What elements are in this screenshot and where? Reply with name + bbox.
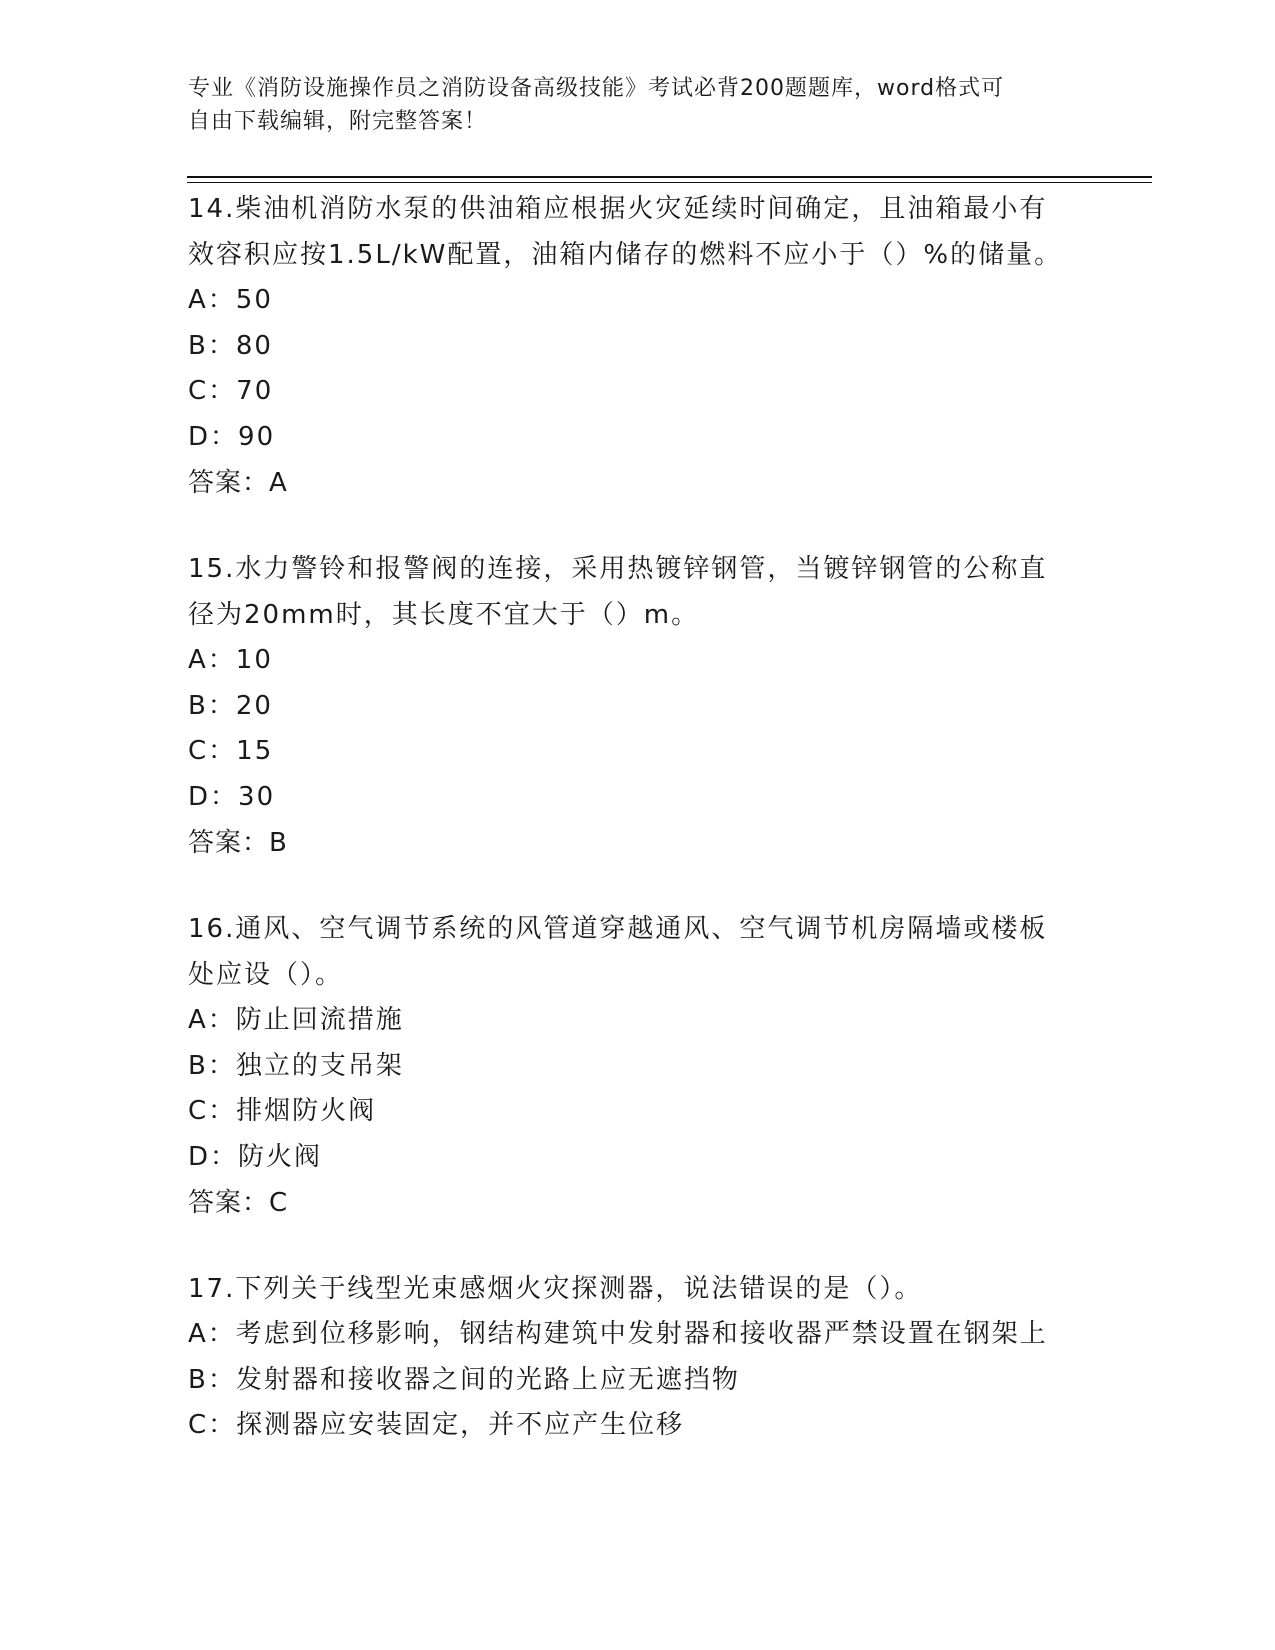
question-stem-line: 17.下列关于线型光束感烟火灾探测器，说法错误的是（）。: [188, 1274, 923, 1304]
answer: 答案：B: [188, 828, 288, 858]
option-b: B：独立的支吊架: [188, 1050, 404, 1081]
option-a: A：防止回流措施: [188, 1005, 404, 1035]
option-d: D：90: [188, 421, 276, 452]
option-d: D：30: [188, 781, 276, 812]
header-divider-thick: [187, 176, 1152, 178]
question-15: [188, 546, 1088, 866]
answer: 答案：A: [188, 468, 288, 498]
answer: 答案：C: [188, 1188, 289, 1218]
option-a: A：10: [188, 645, 273, 675]
option-c: C：探测器应安装固定，并不应产生位移: [188, 1410, 685, 1440]
header-divider-thin: [187, 182, 1152, 183]
question-16: [188, 906, 1088, 1226]
question-stem-line: 处应设（）。: [188, 960, 344, 990]
option-d: D：防火阀: [188, 1141, 323, 1172]
question-17: [188, 1266, 1088, 1449]
question-stem: [188, 546, 1088, 638]
header-line-1: 专业《消防设施操作员之消防设备高级技能》考试必背200题题库，word格式可: [188, 76, 1005, 101]
question-stem-line: 16.通风、空气调节系统的风管道穿越通风、空气调节机房隔墙或楼板: [188, 914, 1048, 944]
option-c: C：70: [188, 376, 274, 406]
question-stem: [188, 1266, 1088, 1312]
question-stem-line: 14.柴油机消防水泵的供油箱应根据火灾延续时间确定，且油箱最小有: [188, 194, 1048, 224]
option-b: B：20: [188, 690, 273, 721]
option-b: B：发射器和接收器之间的光路上应无遮挡物: [188, 1364, 740, 1395]
option-a: A：考虑到位移影响，钢结构建筑中发射器和接收器严禁设置在钢架上: [188, 1319, 1048, 1349]
question-stem-line: 径为20mm时，其长度不宜大于（）m。: [188, 600, 700, 630]
question-14: [188, 186, 1088, 506]
option-a: A：50: [188, 285, 273, 315]
option-c: C：排烟防火阀: [188, 1096, 377, 1126]
header-line-2: 自由下载编辑，附完整答案！: [188, 109, 488, 134]
option-b: B：80: [188, 330, 273, 361]
question-stem: [188, 906, 1088, 998]
question-stem-line: 效容积应按1.5L/kW配置，油箱内储存的燃料不应小于（）%的储量。: [188, 240, 1063, 270]
question-stem: [188, 186, 1088, 278]
option-c: C：15: [188, 736, 274, 766]
document-header: [188, 72, 1088, 138]
question-stem-line: 15.水力警铃和报警阀的连接，采用热镀锌钢管，当镀锌钢管的公称直: [188, 554, 1048, 584]
